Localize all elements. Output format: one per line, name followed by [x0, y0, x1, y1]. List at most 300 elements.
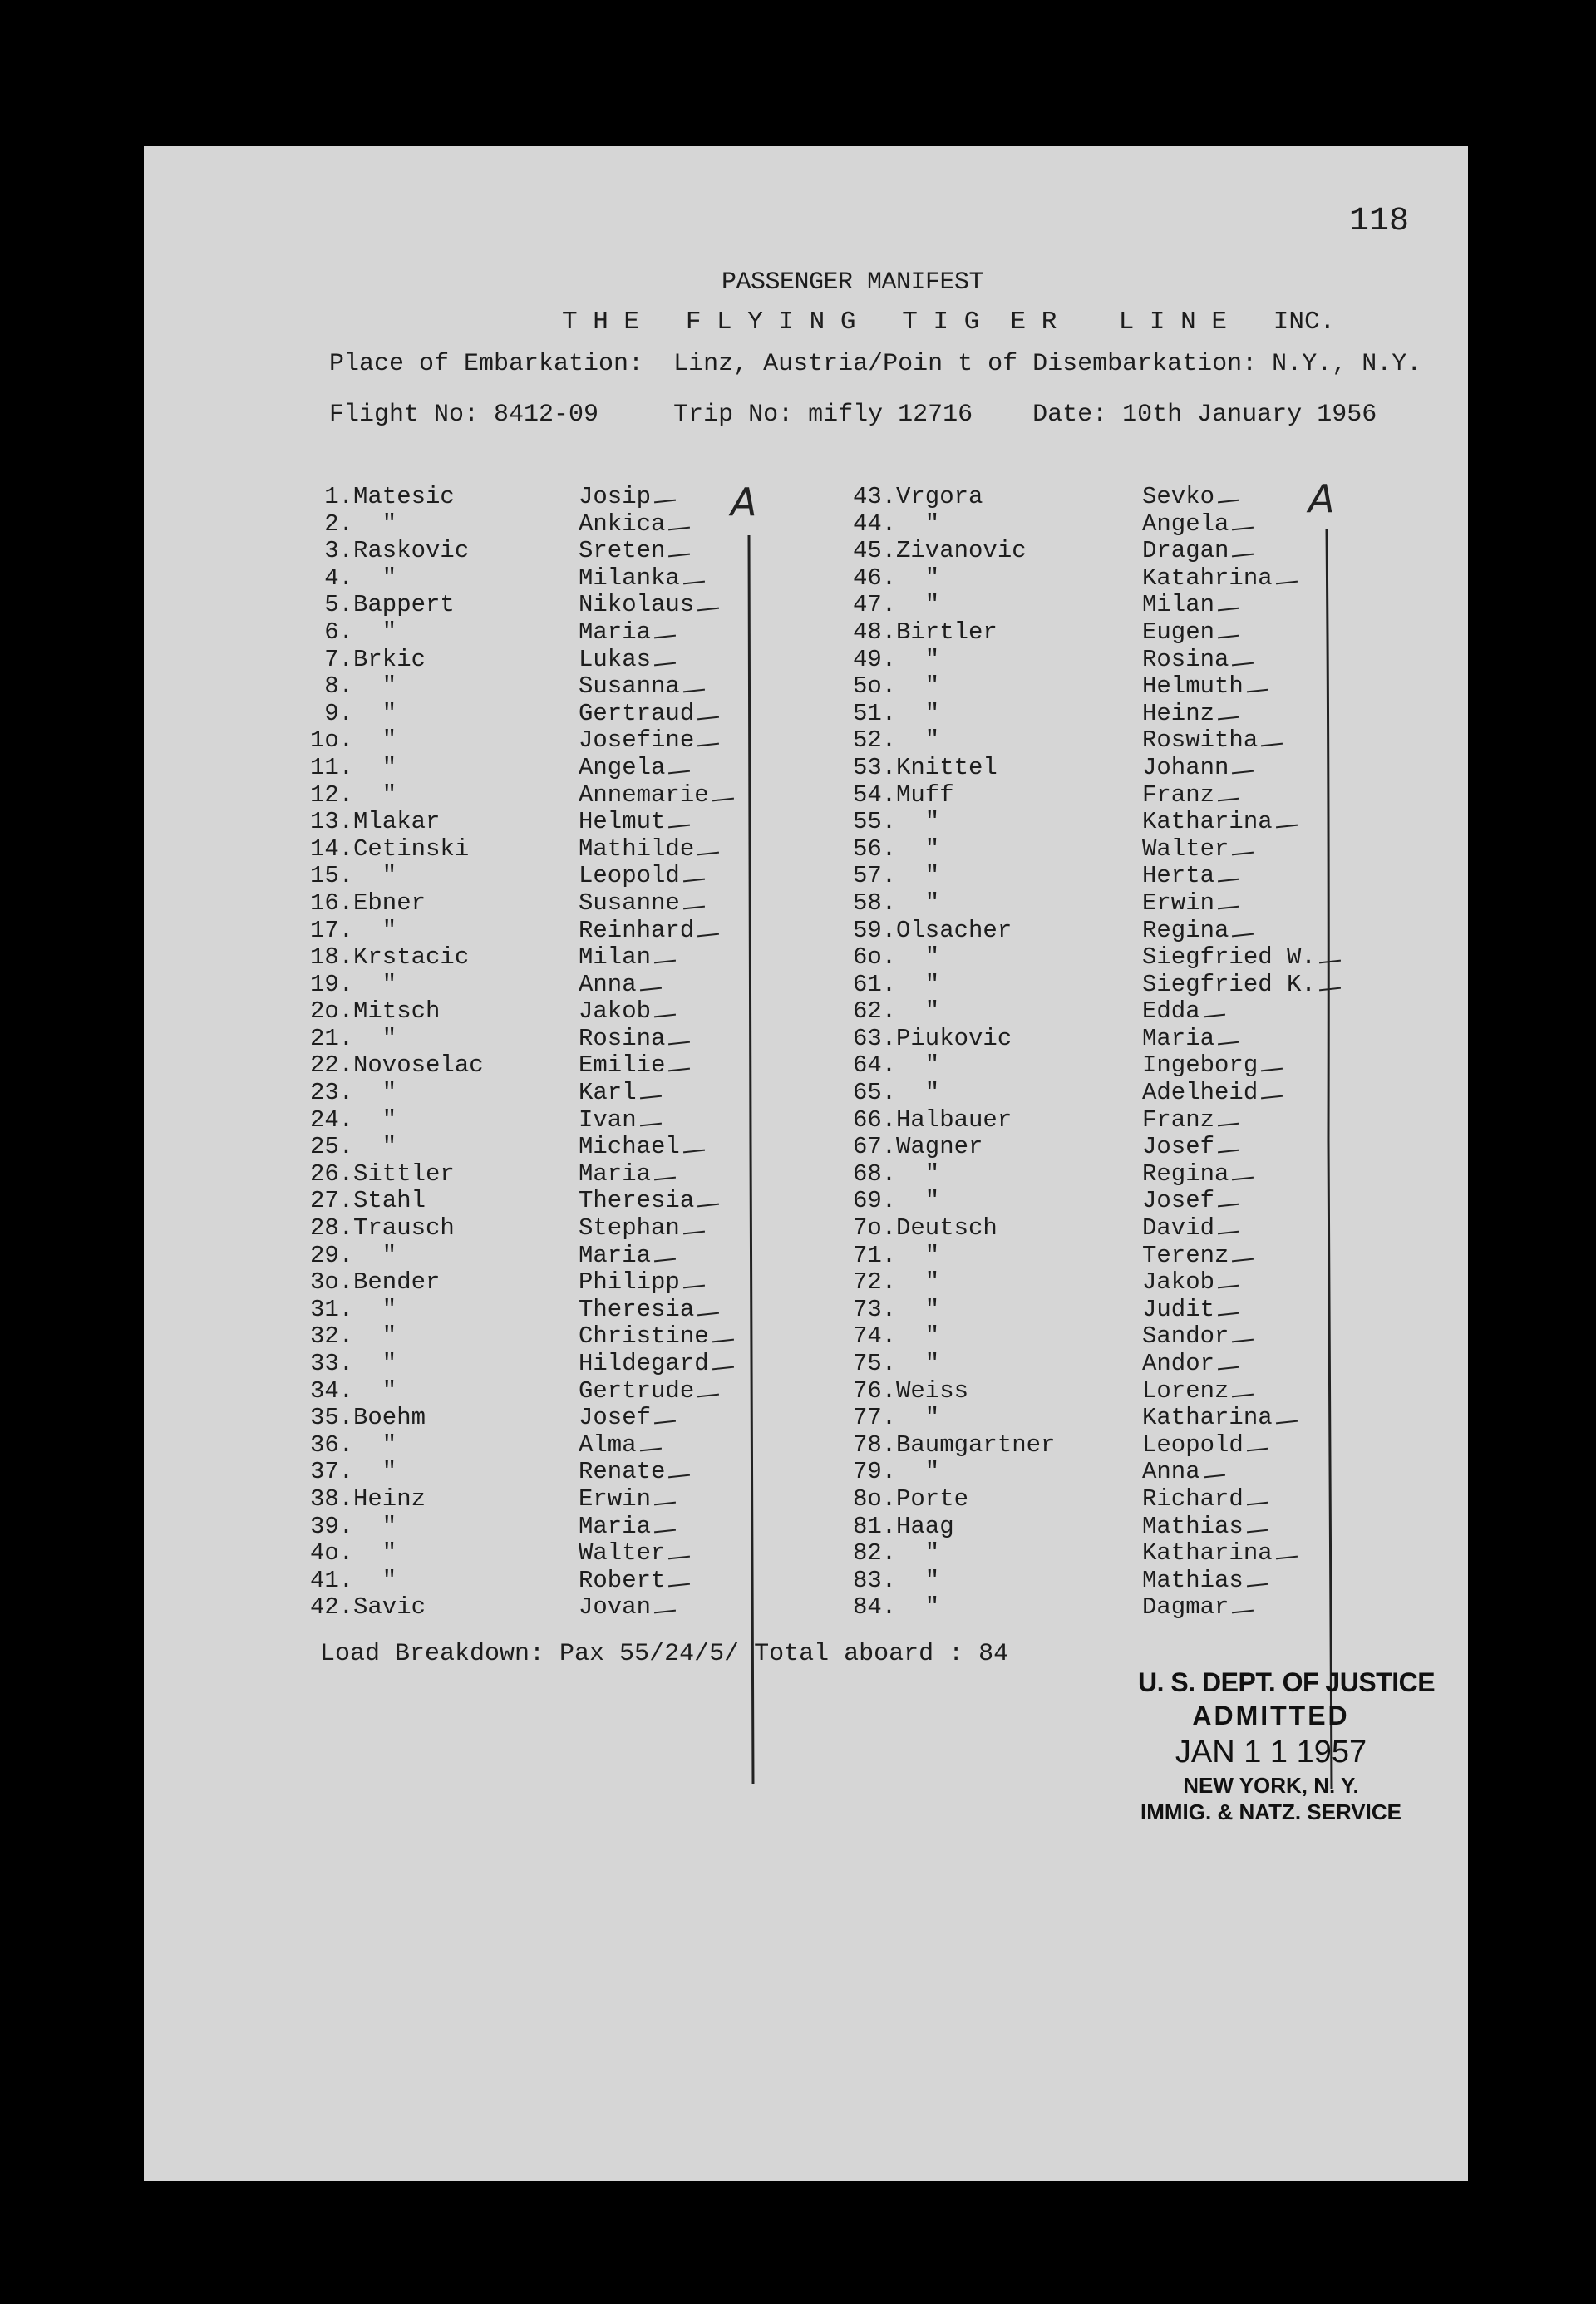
- passenger-number: 58.: [853, 889, 897, 917]
- check-tick: [683, 879, 705, 883]
- passenger-number: 37.: [310, 1458, 354, 1486]
- passenger-number: 49.: [853, 645, 897, 673]
- passenger-number: 7.: [324, 645, 353, 673]
- passenger-surname: Olsacher: [896, 916, 1012, 944]
- passenger-number: 18.: [310, 943, 354, 972]
- passenger-given-name: Mathias: [1142, 1566, 1244, 1594]
- passenger-number: 31.: [310, 1295, 354, 1323]
- passenger-given-name: Maria: [1142, 1024, 1215, 1052]
- document-title: PASSENGER MANIFEST: [722, 268, 984, 297]
- passenger-given-name: Maria: [579, 618, 652, 646]
- passenger-surname: ": [353, 726, 397, 755]
- check-tick: [1232, 1176, 1254, 1180]
- passenger-number: 68.: [853, 1159, 897, 1188]
- passenger-number: 54.: [853, 780, 897, 809]
- passenger-given-name: Gertraud: [579, 699, 695, 727]
- passenger-number: 44.: [853, 510, 897, 538]
- passenger-surname: Ebner: [353, 889, 426, 917]
- passenger-given-name: Franz: [1142, 1105, 1215, 1134]
- passenger-number: 45.: [853, 537, 897, 565]
- passenger-surname: ": [896, 1593, 940, 1622]
- passenger-surname: ": [896, 1350, 940, 1377]
- passenger-surname: Zivanovic: [896, 537, 1027, 565]
- passenger-given-name: Maria: [579, 1241, 652, 1269]
- check-tick: [697, 608, 719, 612]
- check-tick: [697, 933, 719, 937]
- passenger-given-name: Milan: [1142, 591, 1215, 619]
- passenger-given-name: Helmut: [579, 808, 666, 836]
- passenger-surname: ": [353, 1458, 397, 1486]
- passenger-given-name: Angela: [579, 753, 666, 781]
- check-tick: [1218, 1204, 1239, 1208]
- passenger-number: 52.: [853, 726, 897, 755]
- passenger-given-name: Ivan: [579, 1105, 637, 1134]
- passenger-given-name: Johann: [1142, 753, 1229, 781]
- check-tick: [683, 1285, 705, 1289]
- passenger-number: 42.: [310, 1593, 354, 1622]
- passenger-number: 38.: [310, 1484, 354, 1513]
- passenger-number: 75.: [853, 1350, 897, 1377]
- check-tick: [668, 1556, 690, 1560]
- passenger-surname: ": [353, 862, 397, 890]
- passenger-number: 13.: [310, 808, 354, 836]
- passenger-given-name: Milan: [579, 943, 652, 972]
- passenger-number: 12.: [310, 780, 354, 809]
- passenger-number: 24.: [310, 1105, 354, 1134]
- check-tick: [1218, 1041, 1239, 1046]
- passenger-number: 4.: [324, 564, 353, 592]
- passenger-number: 25.: [310, 1133, 354, 1161]
- passenger-surname: ": [896, 997, 940, 1026]
- passenger-given-name: Regina: [1142, 1159, 1229, 1188]
- passenger-number: 16.: [310, 889, 354, 917]
- passenger-surname: ": [896, 1051, 940, 1080]
- check-tick: [654, 1014, 676, 1018]
- passenger-surname: ": [896, 1539, 940, 1568]
- passenger-surname: ": [896, 889, 940, 917]
- passenger-given-name: Siegfried K.: [1142, 970, 1316, 998]
- passenger-given-name: Reinhard: [579, 916, 695, 944]
- check-tick: [1247, 1447, 1268, 1451]
- passenger-surname: ": [353, 916, 397, 944]
- check-tick: [683, 580, 705, 584]
- passenger-given-name: Adelheid: [1142, 1079, 1259, 1107]
- check-tick: [1232, 526, 1254, 530]
- immigration-stamp: [1138, 1666, 1436, 1825]
- passenger-surname: ": [896, 834, 940, 863]
- passenger-number: 5o.: [853, 672, 897, 701]
- page-number: 118: [1349, 203, 1410, 240]
- passenger-given-name: Katharina: [1142, 1404, 1273, 1432]
- passenger-number: 76.: [853, 1376, 897, 1405]
- passenger-surname: ": [353, 1105, 397, 1134]
- check-tick: [1247, 1583, 1268, 1587]
- check-tick: [1247, 1502, 1268, 1506]
- passenger-surname: ": [353, 672, 397, 701]
- passenger-given-name: Mathilde: [579, 834, 695, 863]
- passenger-given-name: Anna: [579, 970, 637, 998]
- passenger-surname: Stahl: [353, 1187, 426, 1215]
- passenger-given-name: Theresia: [579, 1187, 695, 1215]
- passenger-number: 66.: [853, 1105, 897, 1134]
- passenger-given-name: Theresia: [579, 1295, 695, 1323]
- passenger-surname: Birtler: [896, 618, 998, 646]
- passenger-number: 55.: [853, 808, 897, 836]
- passenger-surname: ": [896, 862, 940, 890]
- passenger-number: 8.: [324, 672, 353, 701]
- check-tick: [1218, 500, 1239, 504]
- passenger-given-name: Josef: [1142, 1187, 1215, 1215]
- passenger-surname: ": [353, 510, 397, 538]
- passenger-given-name: Richard: [1142, 1484, 1244, 1513]
- check-tick: [683, 689, 705, 693]
- check-tick: [1261, 1068, 1283, 1072]
- passenger-surname: ": [353, 780, 397, 809]
- stamp-dept: U. S. DEPT. OF JUSTICE: [1138, 1667, 1436, 1697]
- passenger-surname: Matesic: [353, 483, 455, 510]
- check-tick: [1232, 1339, 1254, 1343]
- check-tick: [1218, 1150, 1239, 1154]
- passenger-number: 1o.: [310, 726, 354, 755]
- company-name: T H E F L Y I N G T I G E R L I N E INC.: [562, 308, 1336, 337]
- passenger-surname: ": [353, 970, 397, 998]
- passenger-number: 5.: [324, 591, 353, 619]
- passenger-surname: Baumgartner: [896, 1430, 1056, 1459]
- passenger-number: 23.: [310, 1079, 354, 1107]
- passenger-surname: Deutsch: [896, 1214, 998, 1243]
- passenger-given-name: Jakob: [1142, 1268, 1215, 1297]
- check-tick: [1232, 770, 1254, 775]
- passenger-given-name: Eugen: [1142, 618, 1215, 646]
- passenger-given-name: Ankica: [579, 510, 666, 538]
- check-tick: [1204, 1474, 1225, 1479]
- passenger-surname: Heinz: [353, 1484, 426, 1513]
- passenger-given-name: Heinz: [1142, 699, 1215, 727]
- passenger-given-name: Josip: [579, 483, 652, 510]
- passenger-number: 81.: [853, 1512, 897, 1540]
- passenger-surname: ": [353, 1430, 397, 1459]
- passenger-number: 56.: [853, 834, 897, 863]
- passenger-number: 69.: [853, 1187, 897, 1215]
- passenger-given-name: Lukas: [579, 645, 652, 673]
- passenger-given-name: Franz: [1142, 780, 1215, 809]
- passenger-surname: ": [353, 1350, 397, 1377]
- check-tick: [1218, 1366, 1239, 1371]
- passenger-given-name: Regina: [1142, 916, 1229, 944]
- check-tick: [668, 526, 690, 530]
- passenger-surname: ": [353, 1295, 397, 1323]
- passenger-number: 34.: [310, 1376, 354, 1405]
- passenger-given-name: Milanka: [579, 564, 680, 592]
- passenger-given-name: Siegfried W.: [1142, 943, 1316, 972]
- check-tick: [697, 743, 719, 747]
- check-tick: [654, 1420, 676, 1425]
- passenger-number: 36.: [310, 1430, 354, 1459]
- passenger-surname: Brkic: [353, 645, 426, 673]
- passenger-given-name: Terenz: [1142, 1241, 1229, 1269]
- check-tick: [1276, 1420, 1298, 1425]
- passenger-surname: ": [896, 1187, 940, 1215]
- passenger-surname: Porte: [896, 1484, 969, 1513]
- passenger-surname: ": [896, 1159, 940, 1188]
- passenger-given-name: Karl: [579, 1079, 637, 1107]
- passenger-number: 28.: [310, 1214, 354, 1243]
- passenger-given-name: Stephan: [579, 1214, 680, 1243]
- passenger-number: 41.: [310, 1566, 354, 1594]
- passenger-given-name: Renate: [579, 1458, 666, 1486]
- check-tick: [668, 1068, 690, 1072]
- manifest-page: [144, 146, 1468, 2181]
- passenger-surname: ": [353, 1512, 397, 1540]
- check-tick: [1218, 1312, 1239, 1316]
- passenger-surname: ": [896, 1241, 940, 1269]
- check-tick: [697, 851, 719, 855]
- passenger-given-name: Gertrude: [579, 1376, 695, 1405]
- check-tick: [697, 1204, 719, 1208]
- check-tick: [654, 1502, 676, 1506]
- passenger-given-name: Walter: [579, 1539, 666, 1568]
- check-tick: [654, 500, 676, 504]
- passenger-number: 35.: [310, 1404, 354, 1432]
- passenger-surname: ": [896, 943, 940, 972]
- check-tick: [1247, 689, 1268, 693]
- check-tick: [668, 770, 690, 775]
- passenger-surname: Mlakar: [353, 808, 441, 836]
- passenger-given-name: Katharina: [1142, 1539, 1273, 1568]
- passenger-given-name: Maria: [579, 1512, 652, 1540]
- passenger-number: 6o.: [853, 943, 897, 972]
- check-tick: [1204, 1014, 1225, 1018]
- passenger-given-name: Hildegard: [579, 1350, 709, 1377]
- passenger-number: 4o.: [310, 1539, 354, 1568]
- passenger-surname: Wagner: [896, 1133, 983, 1161]
- passenger-given-name: Erwin: [1142, 889, 1215, 917]
- passenger-number: 47.: [853, 591, 897, 619]
- check-tick: [668, 825, 690, 829]
- passenger-given-name: Rosina: [579, 1024, 666, 1052]
- passenger-surname: Bappert: [353, 591, 455, 619]
- passenger-surname: Trausch: [353, 1214, 455, 1243]
- passenger-surname: ": [353, 1024, 397, 1052]
- passenger-given-name: Annemarie: [579, 780, 709, 809]
- passenger-given-name: Erwin: [579, 1484, 652, 1513]
- passenger-surname: ": [896, 1295, 940, 1323]
- check-tick: [683, 1231, 705, 1235]
- embarkation-line: Place of Embarkation: Linz, Austria/Poin t of Disembarkation: N.Y., N.Y.: [329, 350, 1422, 378]
- passenger-given-name: Michael: [579, 1133, 680, 1161]
- passenger-number: 11.: [310, 753, 354, 781]
- passenger-surname: ": [896, 564, 940, 592]
- passenger-surname: ": [896, 1322, 940, 1351]
- check-tick: [654, 635, 676, 639]
- check-tick: [1218, 879, 1239, 883]
- check-tick: [654, 1176, 676, 1180]
- passenger-surname: Knittel: [896, 753, 998, 781]
- passenger-surname: ": [353, 699, 397, 727]
- passenger-surname: ": [896, 808, 940, 836]
- check-tick: [1276, 825, 1298, 829]
- passenger-number: 65.: [853, 1079, 897, 1107]
- passenger-number: 78.: [853, 1430, 897, 1459]
- stamp-city: NEW YORK, N. Y.: [1183, 1773, 1359, 1798]
- passenger-given-name: Edda: [1142, 997, 1200, 1026]
- passenger-surname: ": [896, 970, 940, 998]
- passenger-number: 84.: [853, 1593, 897, 1622]
- passenger-number: 51.: [853, 699, 897, 727]
- check-tick: [1218, 797, 1239, 801]
- passenger-given-name: Herta: [1142, 862, 1215, 890]
- check-tick: [654, 1258, 676, 1262]
- passenger-surname: ": [896, 699, 940, 727]
- passenger-number: 74.: [853, 1322, 897, 1351]
- passenger-surname: ": [353, 1539, 397, 1568]
- passenger-given-name: Dagmar: [1142, 1593, 1229, 1622]
- flight-info-line: Flight No: 8412-09 Trip No: mifly 12716 Date: 10th January 1956: [329, 401, 1377, 429]
- passenger-given-name: Robert: [579, 1566, 666, 1594]
- passenger-given-name: Judit: [1142, 1295, 1215, 1323]
- passenger-surname: Mitsch: [353, 997, 441, 1026]
- passenger-number: 72.: [853, 1268, 897, 1297]
- passenger-number: 61.: [853, 970, 897, 998]
- check-tick: [683, 906, 705, 910]
- passenger-surname: ": [353, 1322, 397, 1351]
- check-tick: [697, 716, 719, 720]
- passenger-number: 2.: [324, 510, 353, 538]
- passenger-given-name: Mathias: [1142, 1512, 1244, 1540]
- check-tick: [668, 1583, 690, 1587]
- check-tick: [697, 1393, 719, 1397]
- passenger-given-name: David: [1142, 1214, 1215, 1243]
- check-tick: [1276, 580, 1298, 584]
- check-tick: [1232, 1393, 1254, 1397]
- passenger-surname: Sittler: [353, 1159, 455, 1188]
- check-tick: [1247, 1529, 1268, 1533]
- check-tick: [1232, 554, 1254, 558]
- passenger-surname: ": [353, 1566, 397, 1594]
- passenger-number: 29.: [310, 1241, 354, 1269]
- passenger-given-name: Walter: [1142, 834, 1229, 863]
- check-tick: [1218, 608, 1239, 612]
- check-tick: [640, 1122, 662, 1126]
- passenger-given-name: Dragan: [1142, 537, 1229, 565]
- handwritten-mark-right: A: [1308, 476, 1335, 521]
- passenger-number: 67.: [853, 1133, 897, 1161]
- passenger-given-name: Josef: [579, 1404, 652, 1432]
- passenger-number: 39.: [310, 1512, 354, 1540]
- passenger-number: 3.: [324, 537, 353, 565]
- passenger-given-name: Alma: [579, 1430, 637, 1459]
- passenger-number: 21.: [310, 1024, 354, 1052]
- passenger-surname: Weiss: [896, 1376, 969, 1405]
- check-tick: [640, 987, 662, 991]
- check-tick: [654, 1610, 676, 1614]
- check-tick: [1218, 1231, 1239, 1235]
- passenger-surname: ": [896, 1079, 940, 1107]
- passenger-number: 71.: [853, 1241, 897, 1269]
- passenger-number: 27.: [310, 1187, 354, 1215]
- passenger-given-name: Maria: [579, 1159, 652, 1188]
- check-tick: [668, 1041, 690, 1046]
- passenger-given-name: Helmuth: [1142, 672, 1244, 701]
- check-tick: [1232, 662, 1254, 666]
- passenger-given-name: Jovan: [579, 1593, 652, 1622]
- passenger-given-name: Leopold: [579, 862, 680, 890]
- passenger-surname: Muff: [896, 780, 954, 809]
- passenger-surname: ": [353, 618, 397, 646]
- check-tick: [668, 554, 690, 558]
- passenger-surname: ": [896, 1566, 940, 1594]
- check-tick: [683, 1150, 705, 1154]
- passenger-given-name: Susanne: [579, 889, 680, 917]
- check-tick: [654, 662, 676, 666]
- passenger-surname: Krstacic: [353, 943, 470, 972]
- passenger-given-name: Sandor: [1142, 1322, 1229, 1351]
- check-tick: [1261, 743, 1283, 747]
- passenger-surname: Boehm: [353, 1404, 426, 1432]
- check-tick: [1232, 1610, 1254, 1614]
- passenger-number: 82.: [853, 1539, 897, 1568]
- passenger-number: 57.: [853, 862, 897, 890]
- passenger-given-name: Jakob: [579, 997, 652, 1026]
- passenger-surname: ": [896, 1404, 940, 1432]
- passenger-surname: Raskovic: [353, 537, 470, 565]
- passenger-surname: ": [896, 1458, 940, 1486]
- check-tick: [1218, 1122, 1239, 1126]
- check-tick: [697, 1312, 719, 1316]
- passenger-surname: Halbauer: [896, 1105, 1012, 1134]
- passenger-number: 48.: [853, 618, 897, 646]
- passenger-number: 53.: [853, 753, 897, 781]
- passenger-given-name: Roswitha: [1142, 726, 1259, 755]
- passenger-number: 17.: [310, 916, 354, 944]
- passenger-given-name: Josefine: [579, 726, 695, 755]
- passenger-surname: Novoselac: [353, 1051, 484, 1080]
- passenger-given-name: Angela: [1142, 510, 1229, 538]
- check-tick: [1261, 1095, 1283, 1100]
- passenger-surname: ": [896, 726, 940, 755]
- passenger-given-name: Emilie: [579, 1051, 666, 1080]
- passenger-number: 59.: [853, 916, 897, 944]
- check-tick: [640, 1447, 662, 1451]
- passenger-number: 64.: [853, 1051, 897, 1080]
- passenger-surname: Piukovic: [896, 1024, 1012, 1052]
- passenger-number: 19.: [310, 970, 354, 998]
- passenger-number: 46.: [853, 564, 897, 592]
- passenger-surname: ": [353, 564, 397, 592]
- stamp-service: IMMIG. & NATZ. SERVICE: [1140, 1799, 1401, 1824]
- passenger-given-name: Andor: [1142, 1350, 1215, 1377]
- passenger-number: 3o.: [310, 1268, 354, 1297]
- passenger-number: 9.: [324, 699, 353, 727]
- passenger-number: 77.: [853, 1404, 897, 1432]
- check-tick: [668, 1474, 690, 1479]
- passenger-given-name: Katahrina: [1142, 564, 1273, 592]
- passenger-given-name: Philipp: [579, 1268, 680, 1297]
- check-tick: [1232, 933, 1254, 937]
- passenger-given-name: Ingeborg: [1142, 1051, 1259, 1080]
- check-tick: [1218, 1285, 1239, 1289]
- passenger-number: 73.: [853, 1295, 897, 1323]
- check-tick: [1232, 851, 1254, 855]
- passenger-number: 22.: [310, 1051, 354, 1080]
- check-tick: [654, 1529, 676, 1533]
- handwritten-check-right: [1303, 475, 1370, 1789]
- passenger-surname: Vrgora: [896, 483, 983, 510]
- passenger-given-name: Rosina: [1142, 645, 1229, 673]
- check-tick: [1218, 906, 1239, 910]
- check-tick: [1232, 1258, 1254, 1262]
- passenger-surname: ": [353, 1376, 397, 1405]
